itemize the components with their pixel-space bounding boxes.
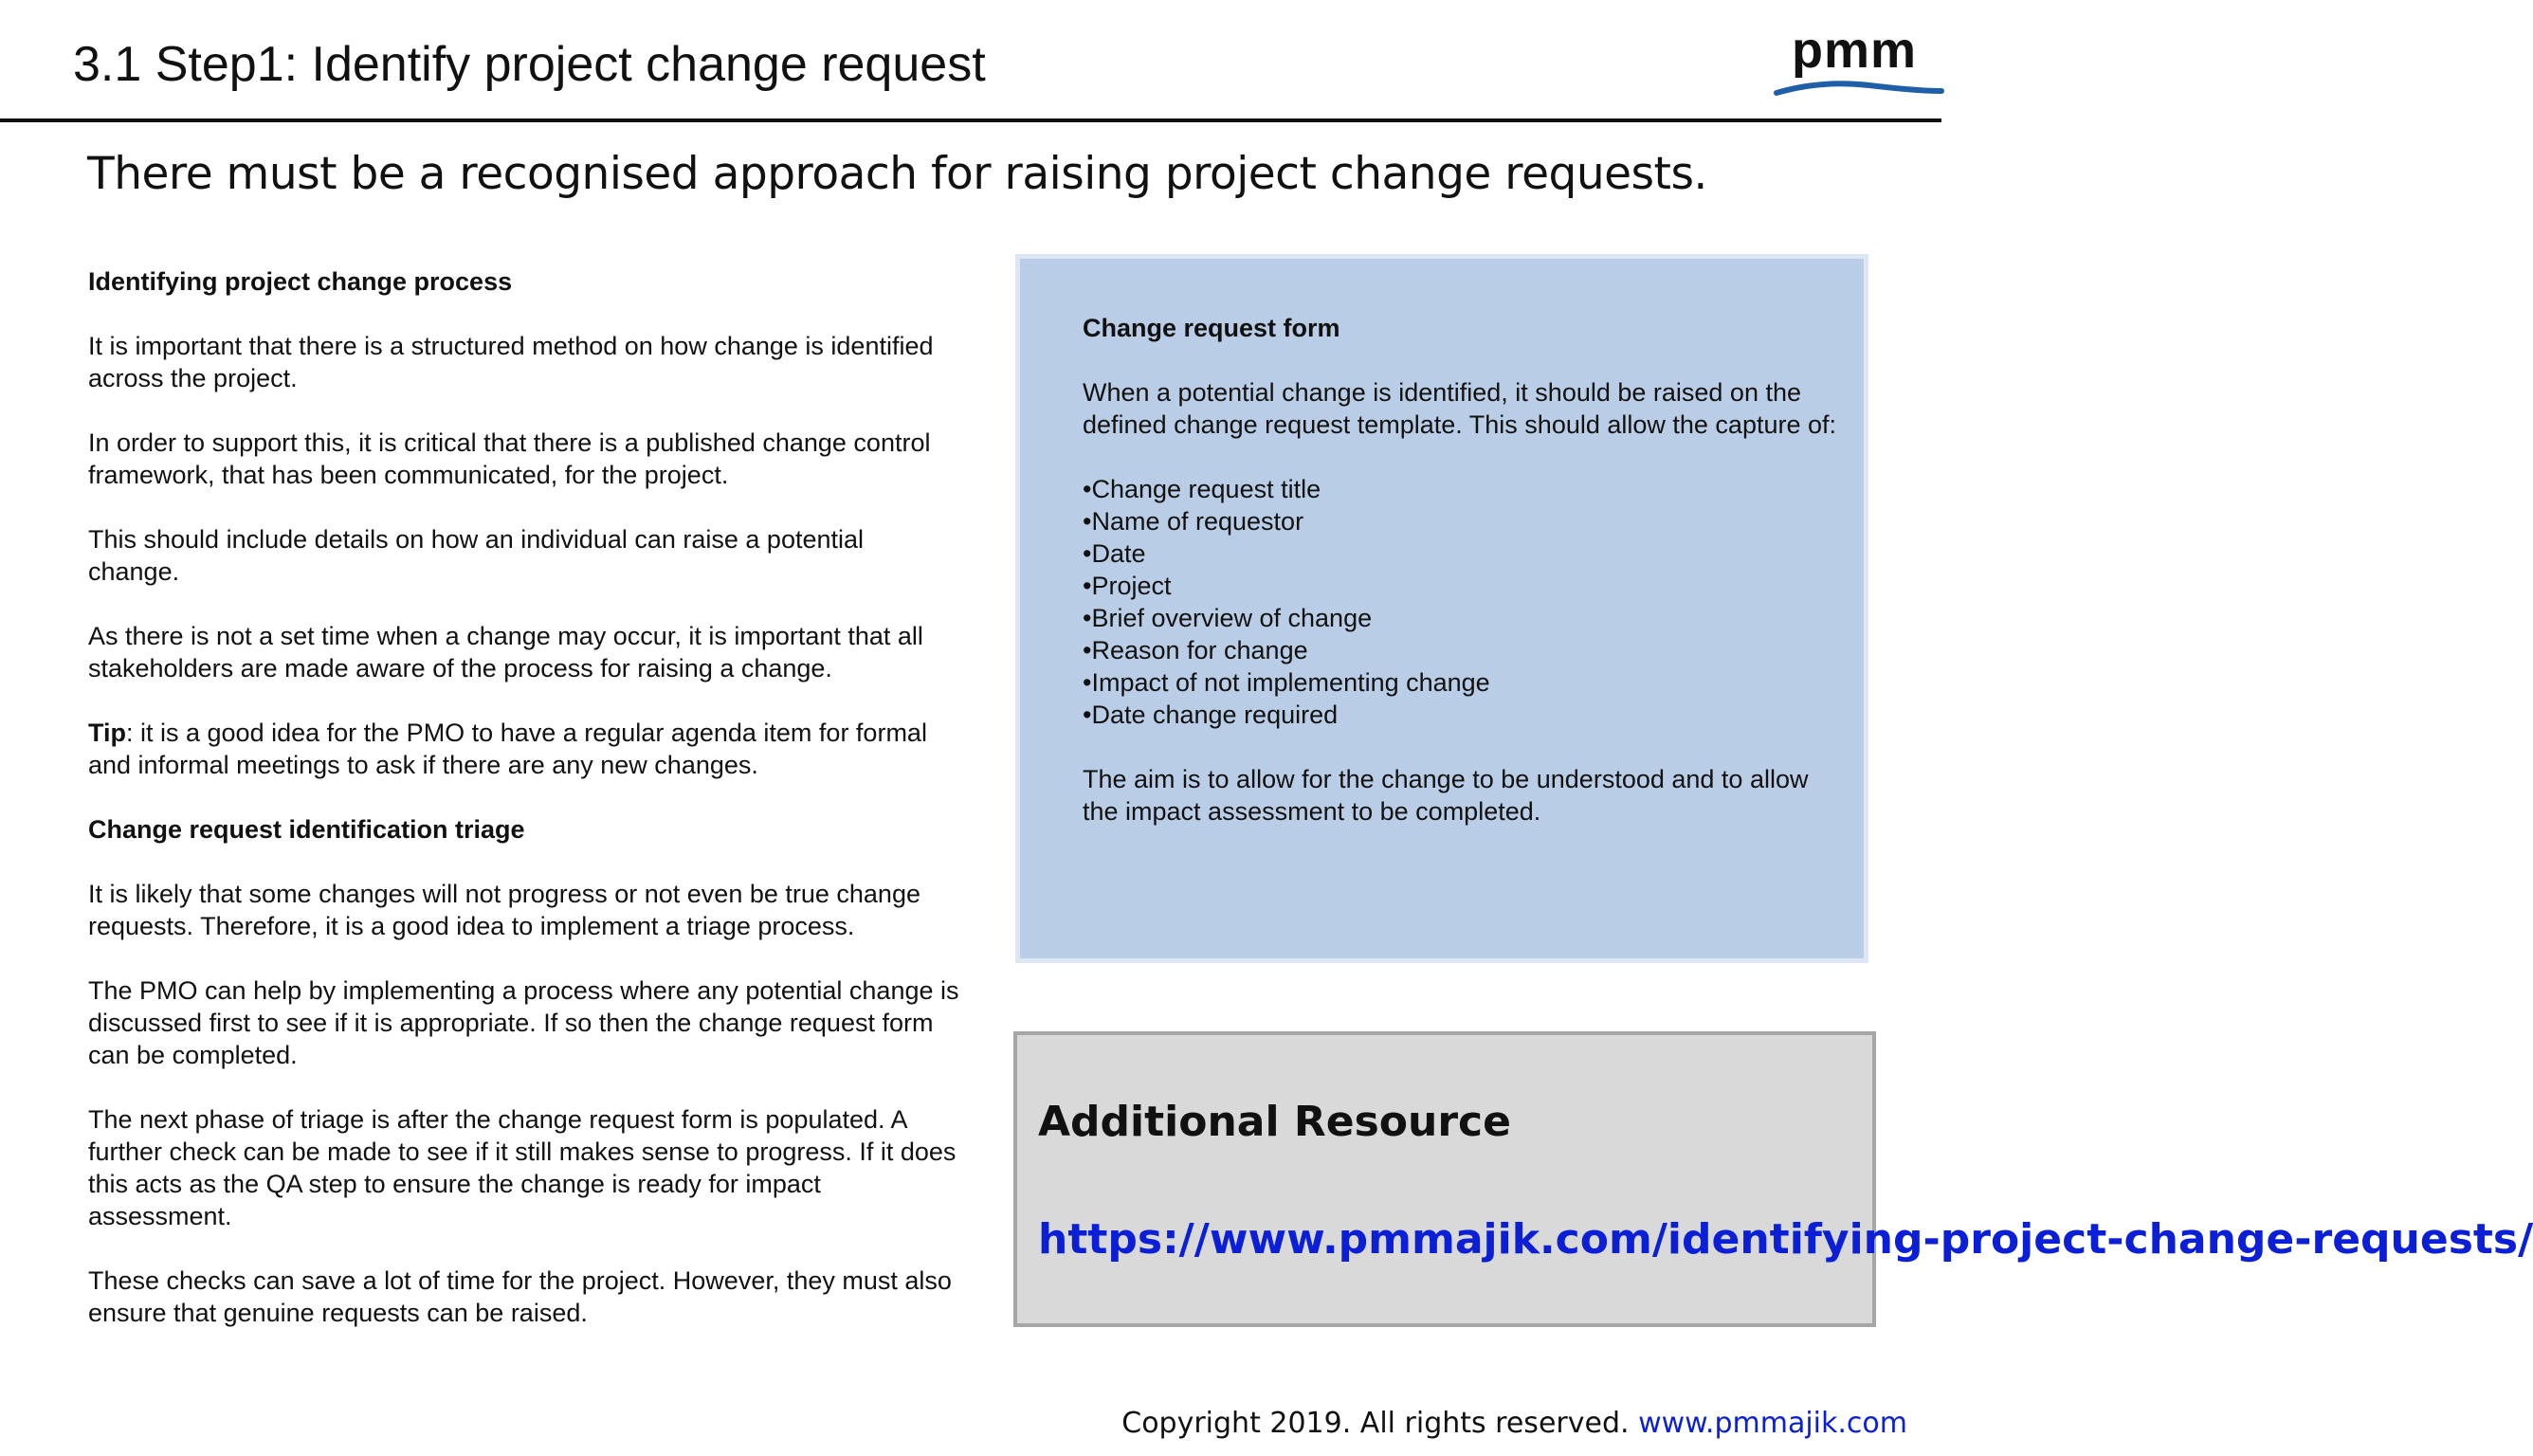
- resource-link[interactable]: https://www.pmmajik.com/identifying-project-change-requests/: [1038, 1215, 2533, 1264]
- slide-subtitle: There must be a recognised approach for raising project change requests.: [87, 148, 1707, 200]
- form-closing: The aim is to allow for the change to be understood and to allow the impact assessment to be completed.: [1083, 765, 1809, 826]
- tip-text: : it is a good idea for the PMO to have a regular agenda item for formal and informal meetings to ask if there are any new changes.: [88, 719, 927, 779]
- tip-paragraph: [88, 717, 960, 781]
- list-item: • Date change required: [1083, 699, 1841, 731]
- list-item: • Brief overview of change: [1083, 602, 1841, 634]
- paragraph: In order to support this, it is critical that there is a published change control framework, that has been communicated, for the project.: [88, 428, 931, 489]
- footer-link[interactable]: www.pmmajik.com: [1638, 1407, 1907, 1440]
- form-intro: When a potential change is identified, it should be raised on the defined change request template. This should allow the capture of:: [1083, 378, 1837, 439]
- list-item: • Reason for change: [1083, 634, 1841, 666]
- tip-label: Tip: [88, 719, 126, 747]
- list-item: • Date: [1083, 537, 1841, 570]
- paragraph: It is likely that some changes will not progress or not even be true change requests. Therefore, it is a good idea to implement a triage process.: [88, 880, 920, 940]
- heading-process: Identifying project change process: [88, 267, 513, 296]
- form-heading: Change request form: [1083, 314, 1340, 342]
- form-panel-content: [1083, 312, 1841, 860]
- slide-header: [0, 0, 1941, 123]
- page-title: 3.1 Step1: Identify project change request: [73, 37, 986, 92]
- logo-text: pmm: [1792, 22, 1918, 79]
- paragraph: These checks can save a lot of time for the project. However, they must also ensure that genuine requests can be raised.: [88, 1266, 952, 1327]
- left-column: [88, 265, 960, 1361]
- paragraph: It is important that there is a structured method on how change is identified across the project.: [88, 332, 934, 392]
- pmm-logo: [1775, 22, 1941, 100]
- list-item: • Project: [1083, 570, 1841, 602]
- logo-wave-icon: [1775, 72, 1941, 100]
- paragraph: As there is not a set time when a change may occur, it is important that all stakeholders are made aware of the process for raising a change.: [88, 622, 923, 682]
- list-item: • Name of requestor: [1083, 505, 1841, 537]
- additional-resource-panel: [1013, 1031, 2533, 1327]
- header-divider: [0, 118, 1941, 122]
- list-item: • Change request title: [1083, 473, 1841, 505]
- resource-title: Additional Resource: [1038, 1098, 1511, 1146]
- change-request-form-panel: [1015, 254, 1868, 963]
- paragraph: This should include details on how an individual can raise a potential change.: [88, 525, 865, 586]
- copyright-text: Copyright 2019. All rights reserved.: [1121, 1407, 1630, 1440]
- list-item: • Impact of not implementing change: [1083, 666, 1841, 699]
- footer: [1121, 1407, 1907, 1440]
- paragraph: The next phase of triage is after the change request form is populated. A further check can be made to see if it still makes sense to progress. If it does this acts as the QA step to ensure the change is ready for impact assessment.: [88, 1105, 957, 1230]
- paragraph: The PMO can help by implementing a process where any potential change is discussed first to see if it is appropriate. If so then the change request form can be completed.: [88, 976, 959, 1069]
- heading-triage: Change request identification triage: [88, 815, 525, 844]
- form-field-list: [1083, 473, 1841, 731]
